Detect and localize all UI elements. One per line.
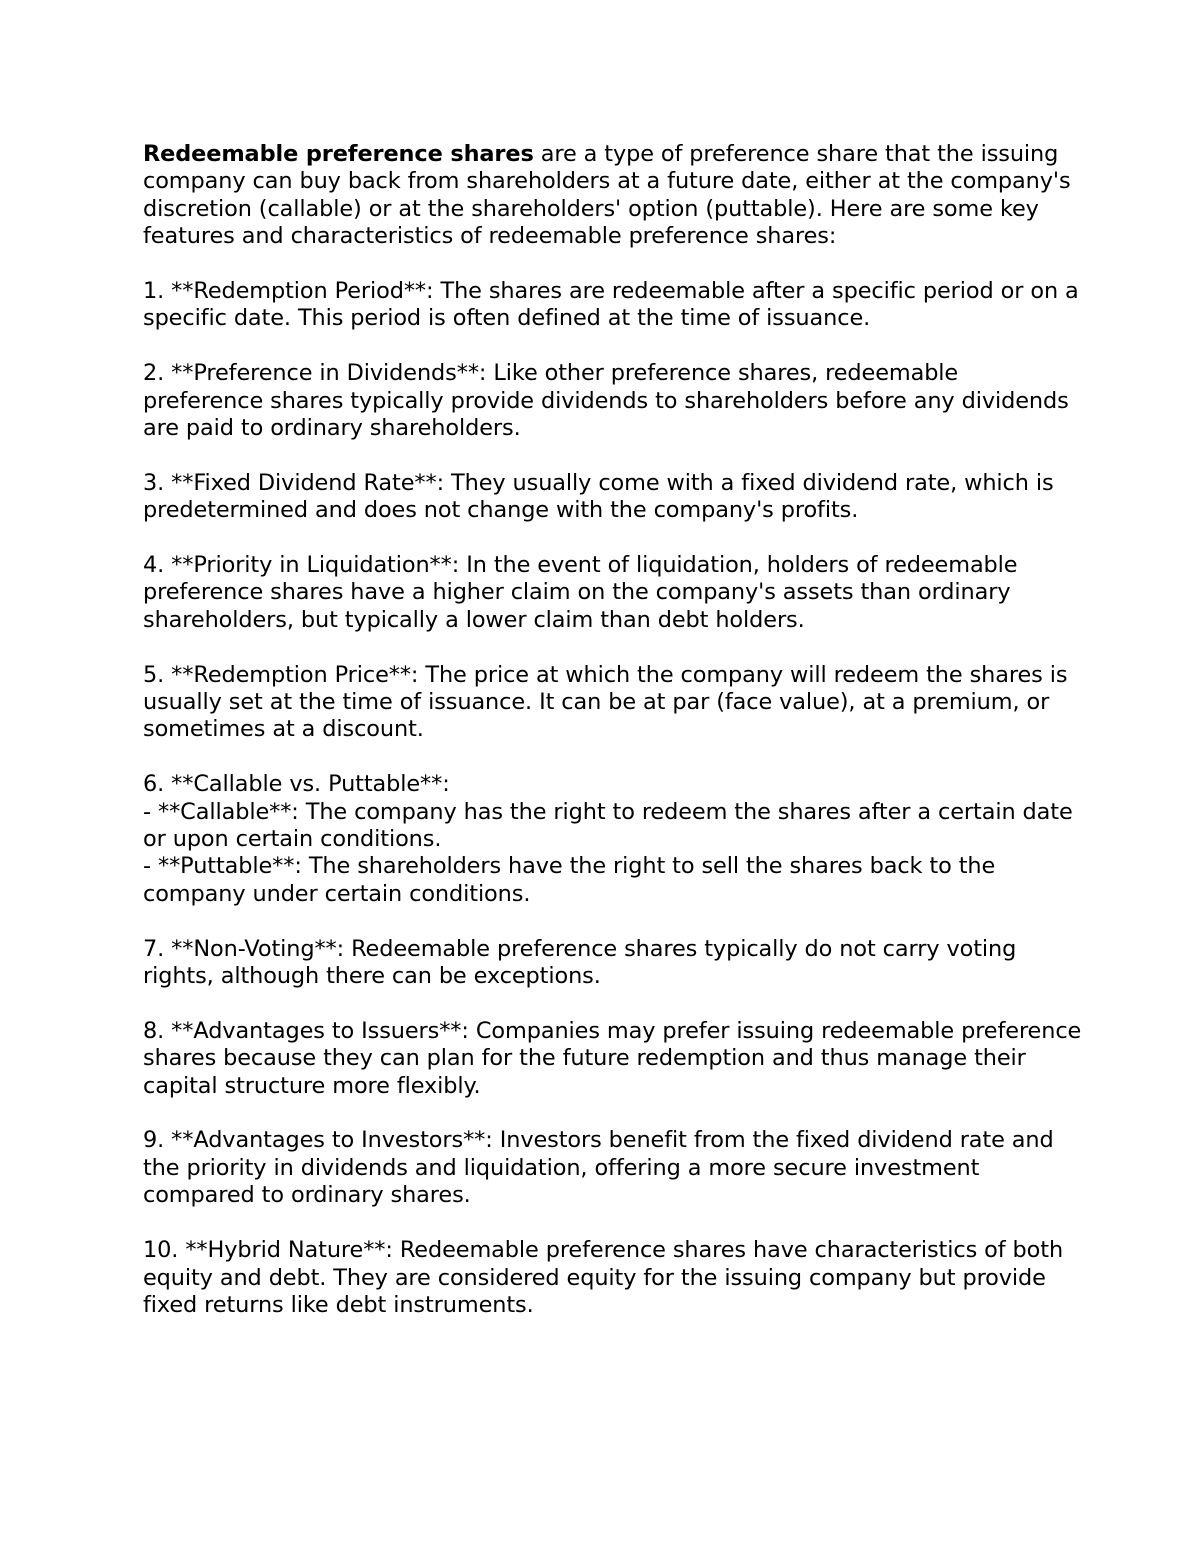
feature-item-7: 7. **Non-Voting**: Redeemable preference shares typically do not carry voting rights, although there can be exceptions. bbox=[143, 935, 1017, 990]
feature-item-5: 5. **Redemption Price**: The price at which the company will redeem the shares is usually set at the time of issuance. It can be at par (face value), at a premium, or sometimes at a discount. bbox=[143, 661, 1068, 743]
feature-item-10: 10. **Hybrid Nature**: Redeemable preference shares have characteristics of both equity and debt. They are considered equity for the issuing company but provide fixed returns like debt instruments. bbox=[143, 1237, 1064, 1318]
feature-item-6: 6. **Callable vs. Puttable**: - **Callable**: The company has the right to redeem the shares after a certain date or upon certain conditions. - **Puttable**: The shareholders have the right to sell the shares back to the company under certain conditions. bbox=[143, 771, 1073, 907]
intro-text: are a type of preference share that the issuing company can buy back from shareholders at a future date, either at the company's discretion (callable) or at the shareholders' option (puttable). Here are some key features and characteristics of redeemable preference shares: bbox=[143, 141, 1071, 250]
document-body bbox=[143, 141, 1083, 1319]
feature-item-1: 1. **Redemption Period**: The shares are redeemable after a specific period or on a specific date. This period is often defined at the time of issuance. bbox=[143, 278, 1079, 332]
feature-item-2: 2. **Preference in Dividends**: Like other preference shares, redeemable preference shares typically provide dividends to shareholders before any dividends are paid to ordinary shareholders. bbox=[143, 360, 1069, 442]
feature-item-9: 9. **Advantages to Investors**: Investors benefit from the fixed dividend rate and the priority in dividends and liquidation, offering a more secure investment compared to ordinary shares. bbox=[143, 1127, 1054, 1209]
feature-item-8: 8. **Advantages to Issuers**: Companies may prefer issuing redeemable preference shares because they can plan for the future redemption and thus manage their capital structure more flexibly. bbox=[143, 1017, 1082, 1099]
intro-paragraph bbox=[143, 141, 1083, 251]
feature-item-4: 4. **Priority in Liquidation**: In the event of liquidation, holders of redeemable preference shares have a higher claim on the company's assets than ordinary shareholders, but typically a lower claim than debt holders. bbox=[143, 552, 1018, 633]
feature-item-3: 3. **Fixed Dividend Rate**: They usually come with a fixed dividend rate, which is predetermined and does not change with the company's profits. bbox=[143, 469, 1054, 524]
intro-bold-term: Redeemable preference shares bbox=[143, 141, 534, 167]
